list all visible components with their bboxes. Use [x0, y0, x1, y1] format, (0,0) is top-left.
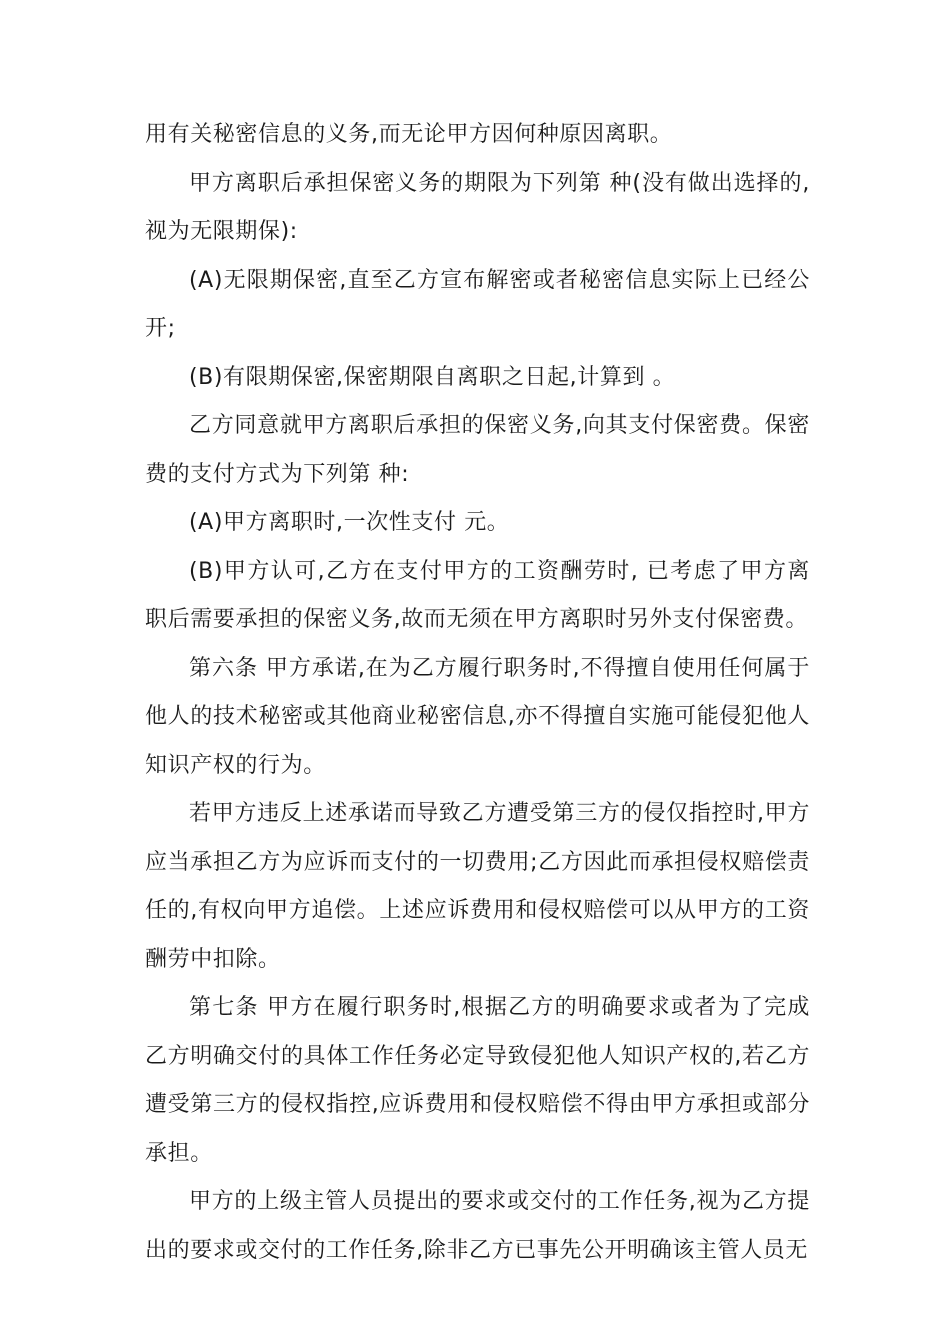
- paragraph-9: 若甲方违反上述承诺而导致乙方遭受第三方的侵仅指控时,甲方应当承担乙方为应诉而支付的一切费用;乙方因此而承担侵权赔偿责任的,有权向甲方追偿。上述应诉费用和侵权赔偿可以从甲方的工资酬劳中扣除。: [145, 801, 810, 972]
- paragraph-6: (A)甲方离职时,一次性支付 元。: [189, 510, 510, 535]
- paragraph-3: (A)无限期保密,直至乙方宣布解密或者秘密信息实际上已经公开;: [145, 267, 810, 341]
- paragraph-article-7: 第七条 甲方在履行职务时,根据乙方的明确要求或者为了完成乙方明确交付的具体工作任务必定导致侵犯他人知识产权的,若乙方遭受第三方的侵权指控,应诉费用和侵权赔偿不得由甲方承担或部分承担。: [145, 995, 810, 1166]
- paragraph-1: 用有关秘密信息的义务,而无论甲方因何种原因离职。: [145, 122, 673, 147]
- paragraph-11: 甲方的上级主管人员提出的要求或交付的工作任务,视为乙方提出的要求或交付的工作任务,除非乙方已事先公开明确该主管人员无: [145, 1189, 810, 1263]
- paragraph-5: 乙方同意就甲方离职后承担的保密义务,向其支付保密费。保密费的支付方式为下列第 种:: [145, 413, 810, 487]
- paragraph-4: (B)有限期保密,保密期限自离职之日起,计算到 。: [189, 364, 676, 390]
- paragraph-2: 甲方离职后承担保密义务的期限为下列第 种(没有做出选择的,视为无限期保):: [145, 170, 810, 244]
- document-body: [145, 111, 810, 1275]
- paragraph-7: (B)甲方认可,乙方在支付甲方的工资酬劳时, 已考虑了甲方离职后需要承担的保密义务,故而无须在甲方离职时另外支付保密费。: [145, 558, 810, 632]
- paragraph-article-6: 第六条 甲方承诺,在为乙方履行职务时,不得擅自使用任何属于他人的技术秘密或其他商业秘密信息,亦不得擅自实施可能侵犯他人知识产权的行为。: [145, 655, 810, 778]
